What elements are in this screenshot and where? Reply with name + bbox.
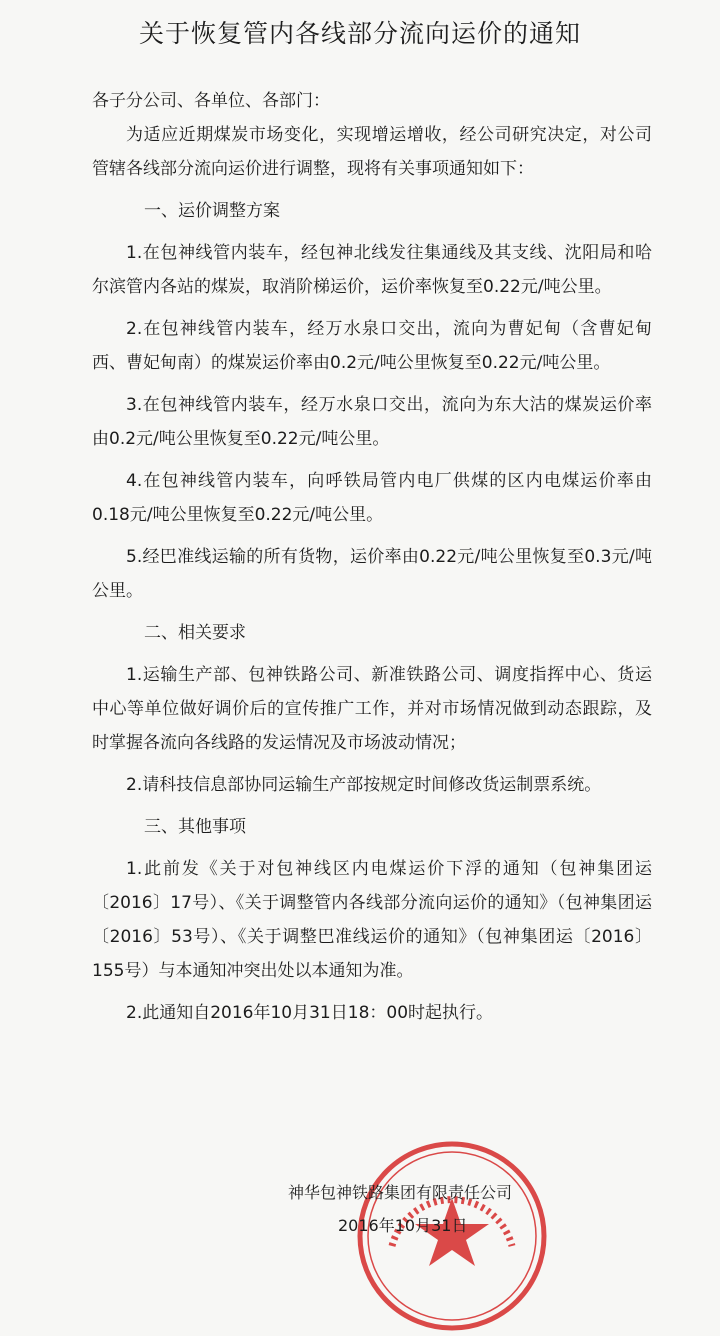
official-seal-stamp [352, 1136, 552, 1336]
salutation: 各子分公司、各单位、各部门： [92, 91, 330, 111]
signature-date: 2016年10月31日 [338, 1216, 468, 1235]
section-1-item: 5.经巴准线运输的所有货物，运价率由0.22元/吨公里恢复至0.3元/吨公里。 [92, 547, 652, 601]
section-1-item: 3.在包神线管内装车，经万水泉口交出，流向为东大沽的煤炭运价率由0.2元/吨公里恢复至0.22元/吨公里。 [92, 395, 652, 449]
notice-body [92, 84, 652, 1030]
signature-organization: 神华包神铁路集团有限责任公司 [288, 1183, 513, 1202]
section-1-item: 2.在包神线管内装车，经万水泉口交出，流向为曹妃甸（含曹妃甸西、曹妃甸南）的煤炭运价率由0.2元/吨公里恢复至0.22元/吨公里。 [92, 319, 652, 373]
intro-paragraph: 为适应近期煤炭市场变化，实现增运增收，经公司研究决定，对公司管辖各线部分流向运价进行调整，现将有关事项通知如下： [92, 125, 652, 179]
section-3-item: 2.此通知自2016年10月31日18：00时起执行。 [126, 1003, 494, 1023]
section-3-heading: 三、其他事项 [144, 817, 246, 837]
section-1-item: 1.在包神线管内装车，经包神北线发往集通线及其支线、沈阳局和哈尔滨管内各站的煤炭，取消阶梯运价，运价率恢复至0.22元/吨公里。 [92, 243, 652, 297]
section-2-item: 2.请科技信息部协同运输生产部按规定时间修改货运制票系统。 [126, 775, 602, 795]
section-3-item: 1.此前发《关于对包神线区内电煤运价下浮的通知（包神集团运〔2016〕17号）、《关于调整管内各线部分流向运价的通知》（包神集团运〔2016〕53号）、《关于调整巴准线运价的通知》（包神集团运〔2016〕155号）与本通知冲突出处以本通知为准。 [92, 859, 652, 981]
section-1-item: 4.在包神线管内装车，向呼铁局管内电厂供煤的区内电煤运价率由0.18元/吨公里恢复至0.22元/吨公里。 [92, 471, 652, 525]
section-1-heading: 一、运价调整方案 [144, 201, 280, 221]
section-2-heading: 二、相关要求 [144, 623, 246, 643]
section-2-item: 1.运输生产部、包神铁路公司、新准铁路公司、调度指挥中心、货运中心等单位做好调价后的宣传推广工作，并对市场情况做到动态跟踪，及时掌握各流向各线路的发运情况及市场波动情况； [92, 665, 652, 753]
notice-title: 关于恢复管内各线部分流向运价的通知 [138, 19, 581, 48]
